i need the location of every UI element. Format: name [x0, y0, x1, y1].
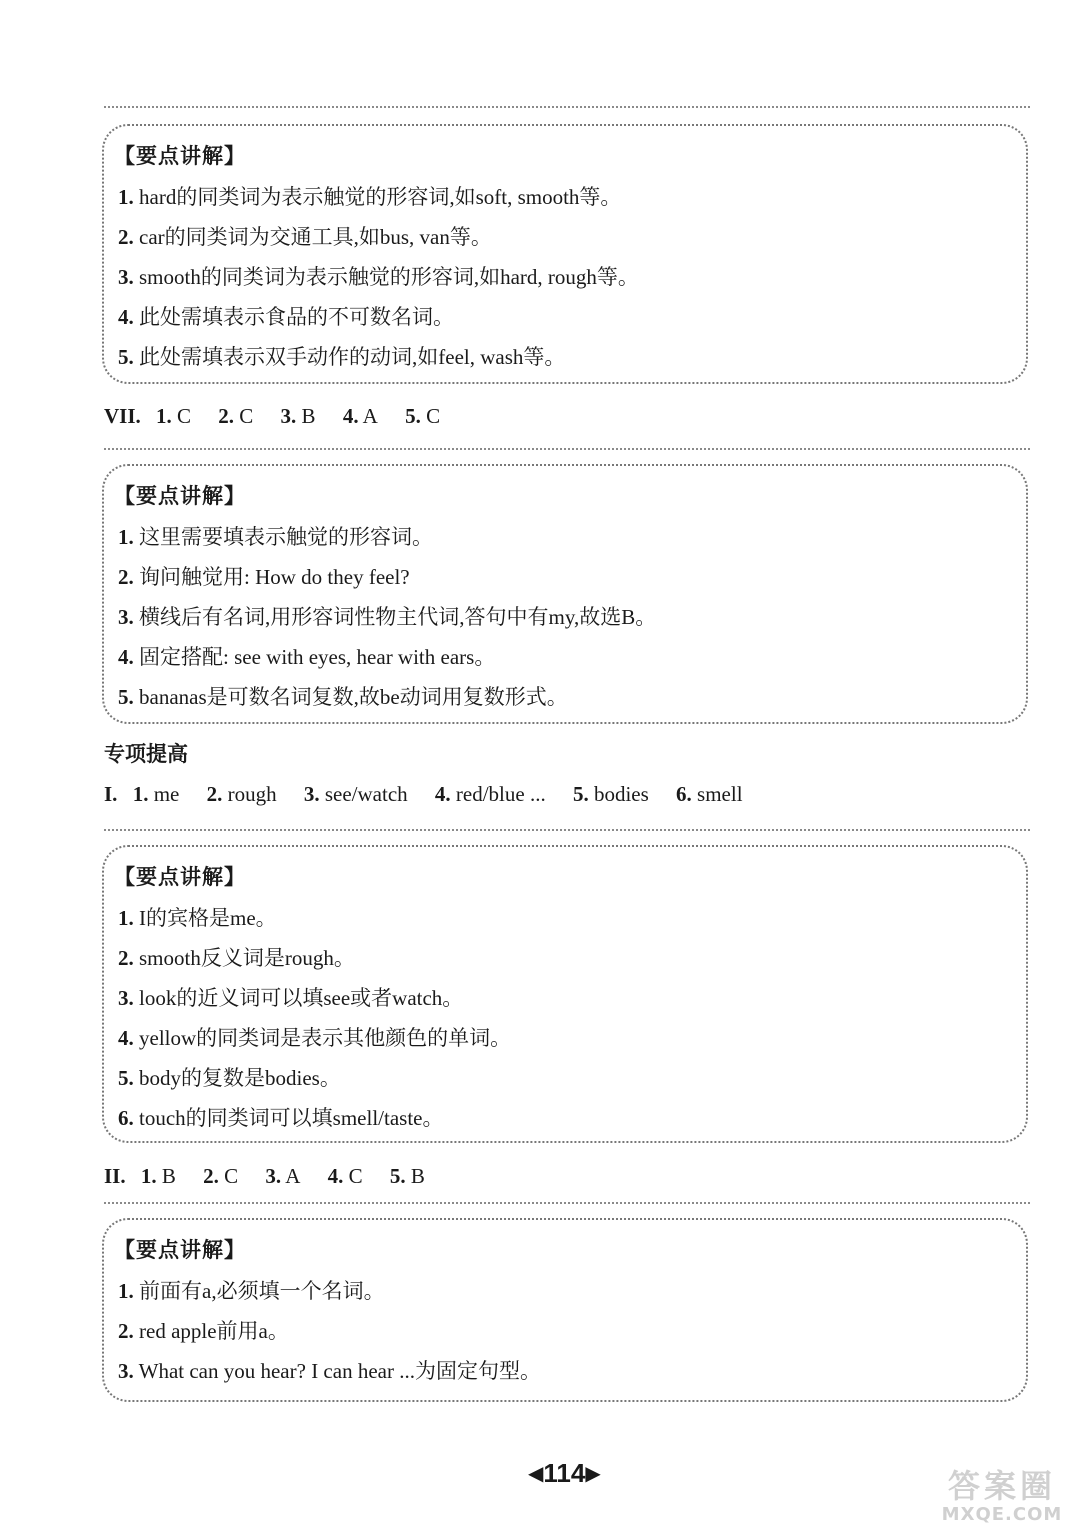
note-item: 1. I的宾格是me。: [118, 906, 277, 930]
left-triangle-icon: ◀: [528, 1463, 544, 1485]
note-item: 1. 前面有a,必须填一个名词。: [118, 1279, 385, 1303]
note-item: 5. bananas是可数名词复数,故be动词用复数形式。: [118, 685, 568, 709]
note-item: 4. yellow的同类词是表示其他颜色的单词。: [118, 1026, 512, 1050]
note-item: 1. 这里需要填表示触觉的形容词。: [118, 525, 433, 549]
section-heading: 专项提高: [104, 742, 188, 766]
note-item: 4. 固定搭配: see with eyes, hear with ears。: [118, 645, 496, 669]
box-title: 【要点讲解】: [114, 144, 246, 168]
note-item: 6. touch的同类词可以填smell/taste。: [118, 1106, 444, 1130]
right-triangle-icon: ▶: [585, 1463, 601, 1485]
answers-i: I. 1. me 2. rough 3. see/watch 4. red/blue ... 5. bodies 6. smell: [104, 782, 743, 806]
note-item: 1. hard的同类词为表示触觉的形容词,如soft, smooth等。: [118, 185, 622, 209]
note-item: 3. 横线后有名词,用形容词性物主代词,答句中有my,故选B。: [118, 605, 657, 629]
box-title: 【要点讲解】: [114, 865, 246, 889]
key-points-box-2: [102, 464, 1028, 724]
note-item: 5. body的复数是bodies。: [118, 1066, 341, 1090]
note-item: 3. look的近义词可以填see或者watch。: [118, 986, 464, 1010]
note-item: 3. What can you hear? I can hear ...为固定句型。: [118, 1359, 541, 1383]
answers-ii: II. 1. B 2. C 3. A 4. C 5. B: [104, 1164, 425, 1188]
note-item: 2. smooth反义词是rough。: [118, 946, 355, 970]
note-item: 2. 询问触觉用: How do they feel?: [118, 565, 410, 589]
dotted-divider: [104, 106, 1030, 108]
page-number: ◀114▶: [528, 1458, 601, 1488]
note-item: 3. smooth的同类词为表示触觉的形容词,如hard, rough等。: [118, 265, 639, 289]
key-points-box-3: [102, 845, 1028, 1143]
watermark-logo: 答案圈 MXQE.COM: [941, 1467, 1063, 1525]
answers-vii: VII. 1. C 2. C 3. B 4. A 5. C: [104, 404, 441, 428]
dotted-divider: [104, 1202, 1030, 1204]
key-points-box-1: [102, 124, 1028, 384]
note-item: 4. 此处需填表示食品的不可数名词。: [118, 305, 454, 329]
dotted-divider: [104, 448, 1030, 450]
key-points-box-4: [102, 1218, 1028, 1402]
note-item: 2. car的同类词为交通工具,如bus, van等。: [118, 225, 492, 249]
note-item: 5. 此处需填表示双手动作的动词,如feel, wash等。: [118, 345, 566, 369]
note-item: 2. red apple前用a。: [118, 1319, 289, 1343]
box-title: 【要点讲解】: [114, 1238, 246, 1262]
box-title: 【要点讲解】: [114, 484, 246, 508]
dotted-divider: [104, 829, 1030, 831]
